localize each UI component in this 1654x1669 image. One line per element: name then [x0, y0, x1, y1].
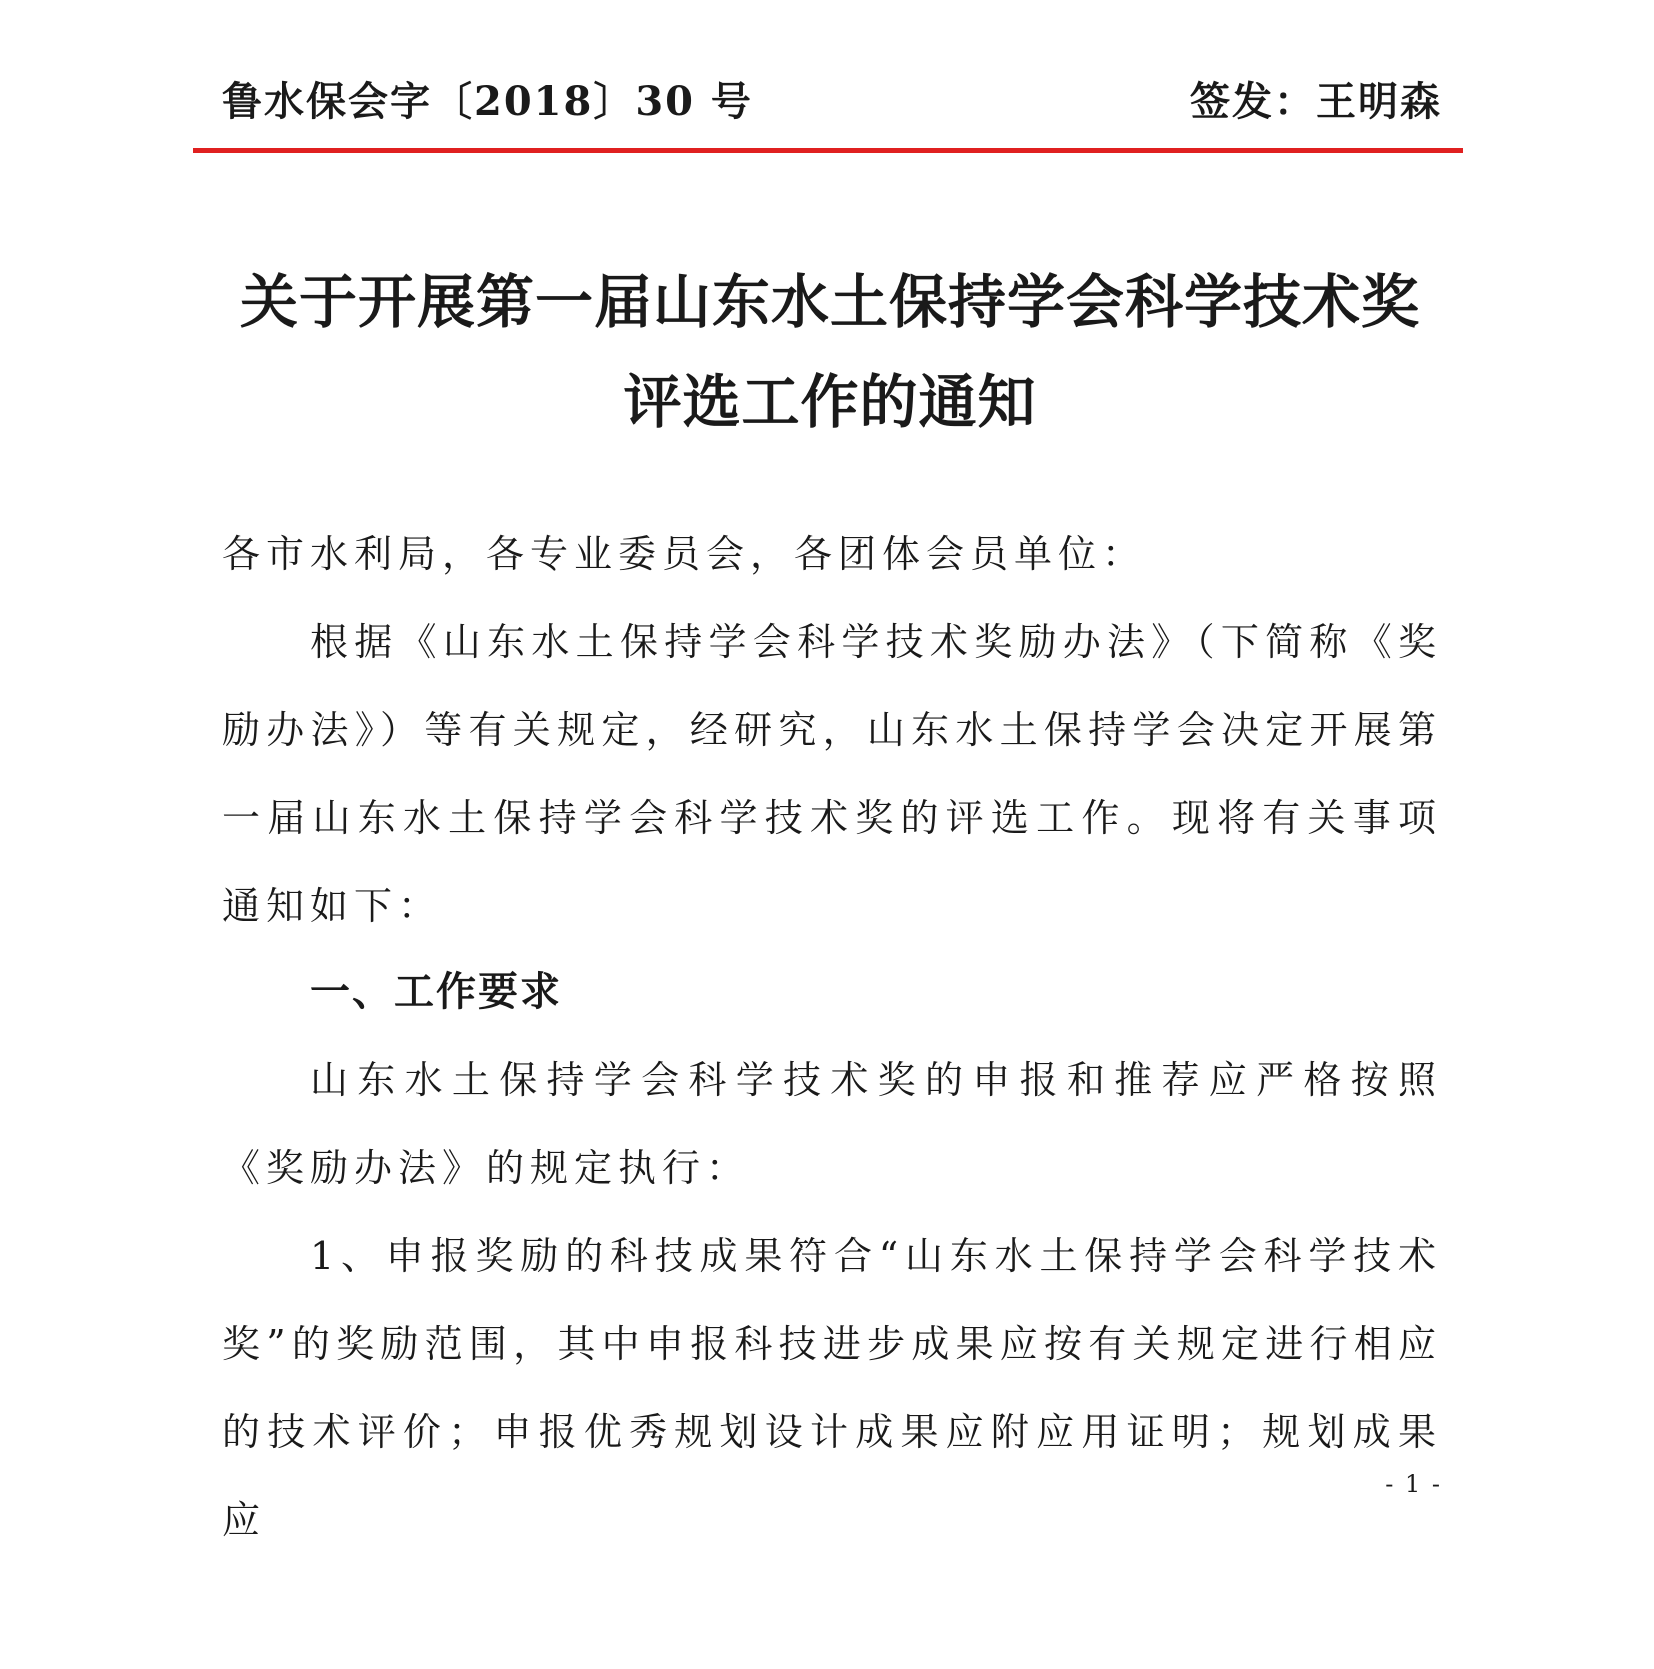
signatory: 签发：王明森	[1190, 78, 1442, 125]
header-red-rule	[193, 148, 1463, 153]
document-number: 鲁水保会字〔2018〕30 号	[222, 78, 753, 125]
paragraph-requirements: 山东水土保持学会科学技术奖的申报和推荐应严格按照《奖励办法》的规定执行：	[222, 1058, 1442, 1190]
salutation: 各市水利局，各专业委员会，各团体会员单位：	[222, 532, 1147, 576]
page-number: - 1 -	[1385, 1470, 1442, 1498]
paragraph-item-1: 1、申报奖励的科技成果符合“山东水土保持学会科学技术奖”的奖励范围，其中申报科技进步成果应按有关规定进行相应的技术评价；申报优秀规划设计成果应附应用证明；规划成果应	[222, 1234, 1442, 1542]
paragraph-intro: 根据《山东水土保持学会科学技术奖励办法》（下简称《奖励办法》）等有关规定，经研究，山东水土保持学会决定开展第一届山东水土保持学会科学技术奖的评选工作。现将有关事项通知如下：	[222, 620, 1442, 928]
section-heading-1: 一、工作要求	[310, 969, 562, 1015]
document-title-line-2: 评选工作的通知	[623, 368, 1037, 436]
document-title-line-1: 关于开展第一届山东水土保持学会科学技术奖	[239, 268, 1420, 336]
